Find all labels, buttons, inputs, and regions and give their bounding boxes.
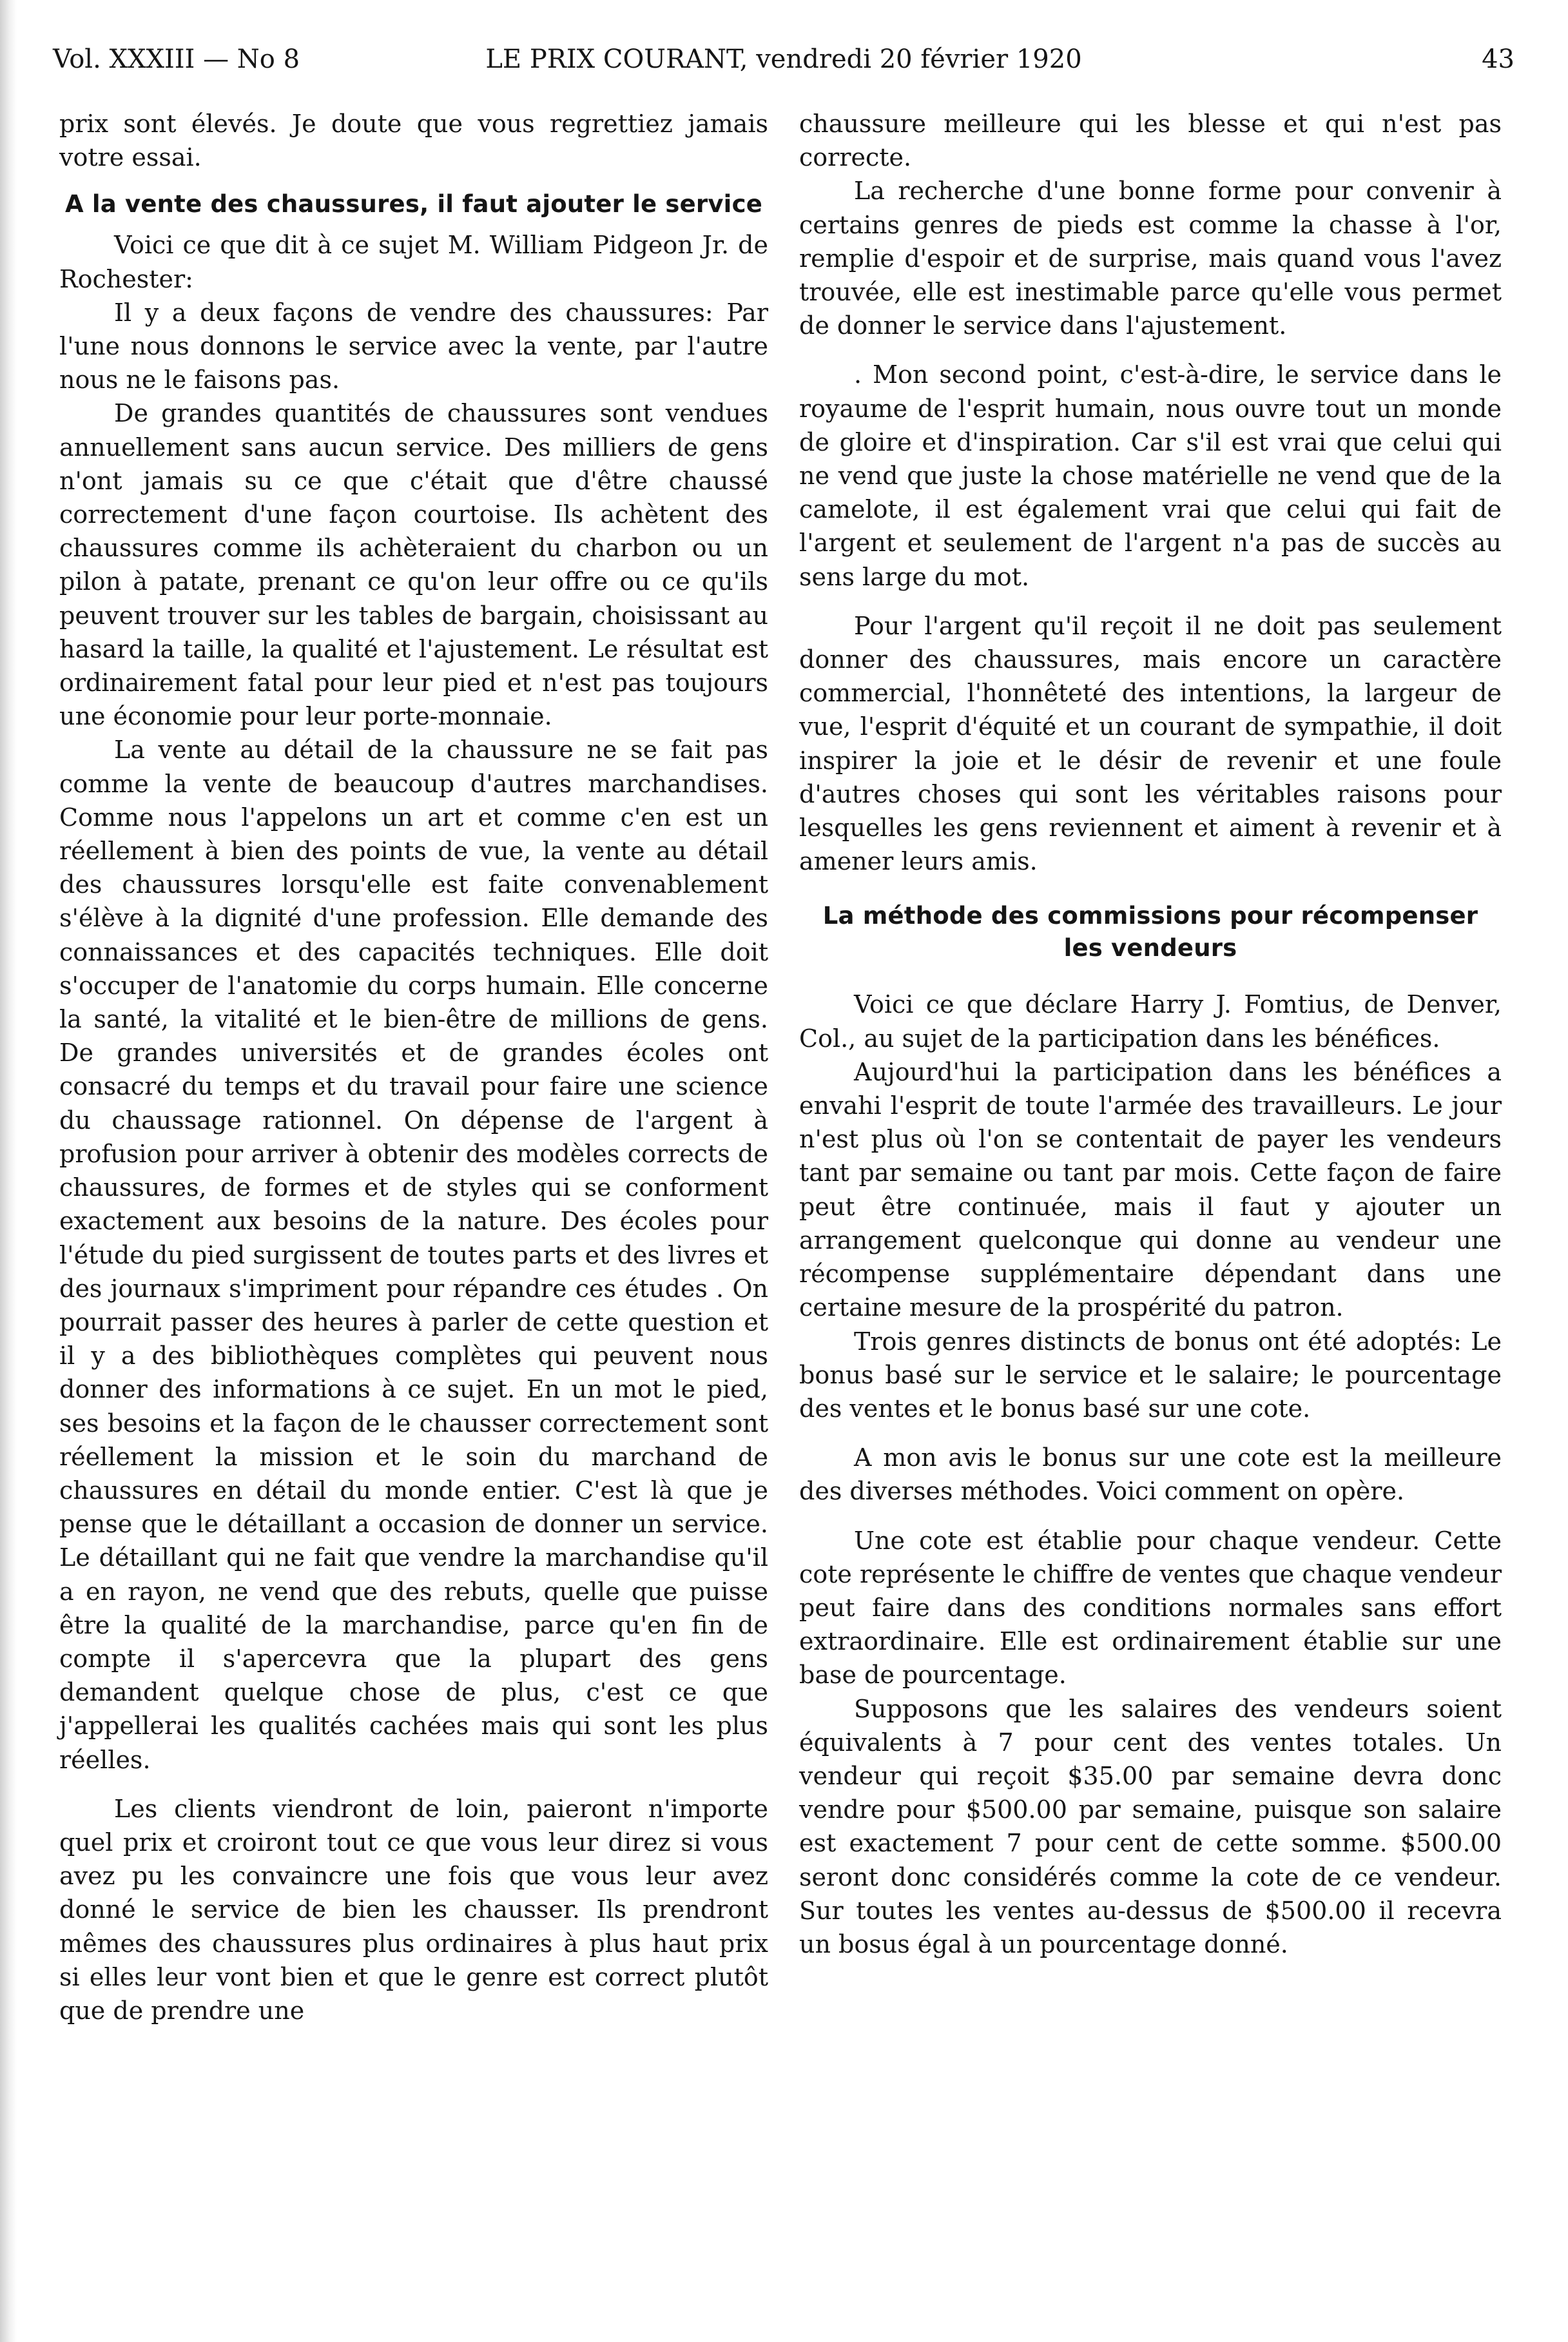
- running-header: [53, 40, 1515, 79]
- paragraph: Voici ce que dit à ce sujet M. William Pidgeon Jr. de Rochester:: [59, 231, 768, 293]
- left-column: [59, 107, 768, 2027]
- paragraph: Pour l'argent qu'il reçoit il ne doit pas seulement donner des chaussures, mais encore un caractère commercial, l'honnêteté des intentions, la largeur de vue, l'esprit d'équité et un courant de sympathie, il doit inspirer la joie et le désir de revenir et une foule d'autres choses qui sont les véritables raisons pour lesquelles les gens reviennent et aiment à revenir et à amener leurs amis.: [799, 611, 1502, 876]
- section-heading-service: A la vente des chaussures, il faut ajouter le service: [64, 190, 762, 219]
- paragraph: Supposons que les salaires des vendeurs soient équivalents à 7 pour cent des ventes totales. Un vendeur qui reçoit $35.00 par semaine devra donc vendre pour $500.00 par semaine, puisque son salaire est exactement 7 pour cent de cette somme. $500.00 seront donc considérés comme la cote de ce vendeur. Sur toutes les ventes au-dessus de $500.00 il recevra un bosus égal à un pourcentage donné.: [799, 1694, 1502, 1958]
- continued-paragraph: prix sont élevés. Je doute que vous regrettiez jamais votre essai.: [59, 110, 768, 172]
- paragraph: Voici ce que déclare Harry J. Fomtius, de Denver, Col., au sujet de la participation dans les bénéfices.: [799, 990, 1502, 1053]
- section-heading-commissions: La méthode des commissions pour récompenser les vendeurs: [822, 902, 1478, 962]
- scan-edge-shadow: [0, 0, 17, 2342]
- volume-number: Vol. XXXIII — No 8: [53, 44, 300, 74]
- paragraph: De grandes quantités de chaussures sont vendues annuellement sans aucun service. Des milliers de gens n'ont jamais su ce que c'était que d'être chaussé correctement d'une façon courtoise. Ils achètent des chaussures comme ils achèteraient du charbon ou un pilon à patate, prenant ce qu'on leur offre ou ce qu'ils peuvent trouver sur les tables de bargain, choisissant au hasard la taille, la qualité et l'ajustement. Le résultat est ordinairement fatal pour leur pied et n'est pas toujours une économie pour leur porte-monnaie.: [59, 399, 768, 731]
- paragraph: La recherche d'une bonne forme pour convenir à certains genres de pieds est comme la chasse à l'or, remplie d'espoir et de surprise, mais quand vous l'avez trouvée, elle est inestimable parce qu'elle vous permet de donner le service dans l'ajustement.: [799, 177, 1502, 340]
- paragraph: A mon avis le bonus sur une cote est la meilleure des diverses méthodes. Voici comment on opère.: [799, 1443, 1502, 1506]
- paragraph: . Mon second point, c'est-à-dire, le service dans le royaume de l'esprit humain, nous ouvre tout un monde de gloire et d'inspiration. Car s'il est vrai que celui qui ne vend que juste la chose matérielle ne vend que de la camelote, il est également vrai que celui qui fait de l'argent et seulement de l'argent n'a pas de succès au sens large du mot.: [799, 360, 1502, 591]
- paragraph: Il y a deux façons de vendre des chaussures: Par l'une nous donnons le service avec la vente, par l'autre nous ne le faisons pas.: [59, 298, 768, 395]
- publication-title: LE PRIX COURANT, vendredi 20 février 1920: [485, 44, 1082, 74]
- paragraph: La vente au détail de la chaussure ne se fait pas comme la vente de beaucoup d'autres marchandises. Comme nous l'appelons un art et comme c'en est un réellement à bien des points de vue, la vente au détail des chaussures lorsqu'elle est faite convenablement s'élève à la dignité d'une profession. Elle demande des connaissances et des capacités techniques. Elle doit s'occuper de l'anatomie du corps humain. Elle concerne la santé, la vitalité et le bien-être de millions de gens. De grandes universités et de grandes écoles ont consacré du temps et du travail pour faire une science du chaussage rationnel. On dépense de l'argent à profusion pour arriver à obtenir des modèles corrects de chaussures, de formes et de styles qui se conforment exactement aux besoins de la nature. Des écoles pour l'étude du pied surgissent de toutes parts et des livres et des journaux s'impriment pour répandre ces études . On pourrait passer des heures à parler de cette question et il y a des bibliothèques complètes qui peuvent nous donner des informations à ce sujet. En un mot le pied, ses besoins et la façon de le chausser correctement sont réellement la mission et le soin du marchand de chaussures en détail du monde entier. C'est là que je pense que le détaillant a occasion de donner un service. Le détaillant qui ne fait que vendre la marchandise qu'il a en rayon, ne vend que des rebuts, quelle que puisse être la qualité de la marchandise, parce qu'en fin de compte il s'apercevra que la plupart des gens demandent quelque chose de plus, c'est ce que j'appellerai les qualités cachées mais qui sont les plus réelles.: [59, 736, 768, 1774]
- paragraph: Une cote est établie pour chaque vendeur. Cette cote représente le chiffre de ventes que chaque vendeur peut faire dans des conditions normales sans effort extraordinaire. Elle est ordinairement établie sur une base de pourcentage.: [799, 1526, 1502, 1690]
- paragraph: Les clients viendront de loin, paieront n'importe quel prix et croiront tout ce que vous leur direz si vous avez pu les convaincre une fois que vous leur avez donné le service de bien les chausser. Ils prendront mêmes des chaussures plus ordinaires à plus haut prix si elles leur vont bien et que le genre est correct plutôt que de prendre une: [59, 1794, 768, 2025]
- paragraph: Trois genres distincts de bonus ont été adoptés: Le bonus basé sur le service et le salaire; le pourcentage des ventes et le bonus basé sur une cote.: [799, 1327, 1502, 1423]
- continued-paragraph: chaussure meilleure qui les blesse et qui n'est pas correcte.: [799, 110, 1502, 172]
- right-column: [799, 107, 1502, 1961]
- page-number: 43: [1482, 44, 1515, 74]
- paragraph: Aujourd'hui la participation dans les bénéfices a envahi l'esprit de toute l'armée des travailleurs. Le jour n'est plus où l'on se contentait de payer les vendeurs tant par semaine ou tant par mois. Cette façon de faire peut être continuée, mais il faut y ajouter un arrangement quelconque qui donne au vendeur une récompense supplémentaire dépendant dans une certaine mesure de la prospérité du patron.: [799, 1057, 1502, 1322]
